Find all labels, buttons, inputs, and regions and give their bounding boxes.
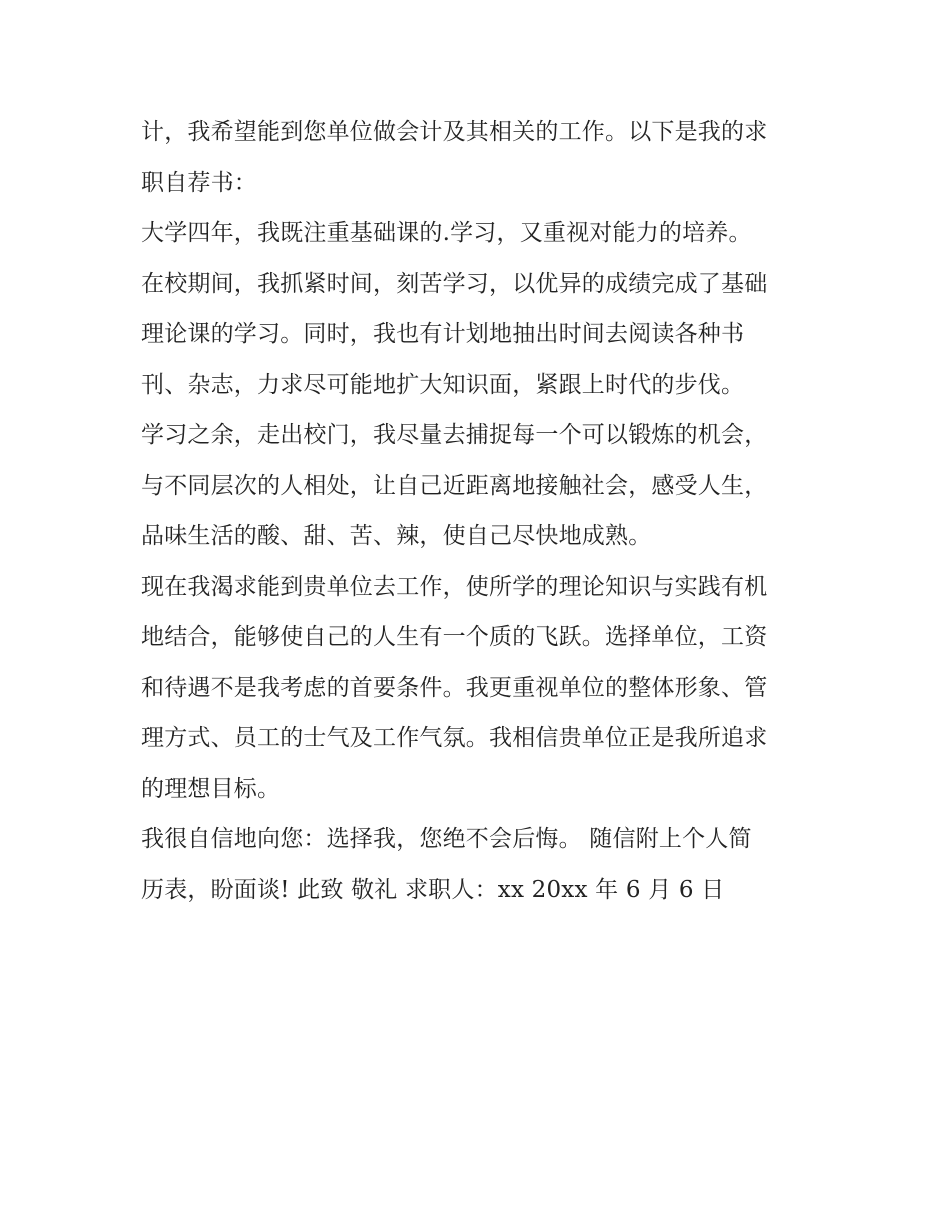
- text-line: 现在我渴求能到贵单位去工作，使所学的理论知识与实践有机: [141, 573, 768, 600]
- text-line: 学习之余，走出校门，我尽量去捕捉每一个可以锻炼的机会，: [141, 422, 768, 448]
- text-line: 大学四年，我既注重基础课的.学习，又重视对能力的培养。: [141, 220, 752, 246]
- text-line: 理方式、员工的士气及工作气氛。我相信贵单位正是我所追求: [141, 725, 768, 751]
- letter-body: [141, 107, 821, 915]
- text-line: 计，我希望能到您单位做会计及其相关的工作。以下是我的求: [141, 119, 768, 145]
- text-line: 理论课的学习。同时，我也有计划地抽出时间去阅读各种书: [141, 321, 745, 347]
- text-line: 职自荐书：: [141, 169, 257, 196]
- text-line: 刊、杂志，力求尽可能地扩大知识面，紧跟上时代的步伐。: [141, 371, 745, 398]
- text-line: 地结合，能够使自己的人生有一个质的飞跃。选择单位，工资: [141, 624, 768, 650]
- text-line: 品味生活的酸、甜、苦、辣，使自己尽快地成熟。: [141, 523, 652, 549]
- text-line: 与不同层次的人相处，让自己近距离地接触社会，感受人生，: [141, 472, 768, 499]
- text-line: 在校期间，我抓紧时间，刻苦学习，以优异的成绩完成了基础: [141, 270, 768, 297]
- text-line: 我很自信地向您：选择我，您绝不会后悔。 随信附上个人简: [141, 826, 752, 852]
- text-line: 和待遇不是我考虑的首要条件。我更重视单位的整体形象、管: [141, 674, 768, 701]
- text-line: 历表，盼面谈! 此致 敬礼 求职人：xx 20xx 年 6 月 6 日: [141, 876, 725, 903]
- text-line: 的理想目标。: [141, 775, 281, 802]
